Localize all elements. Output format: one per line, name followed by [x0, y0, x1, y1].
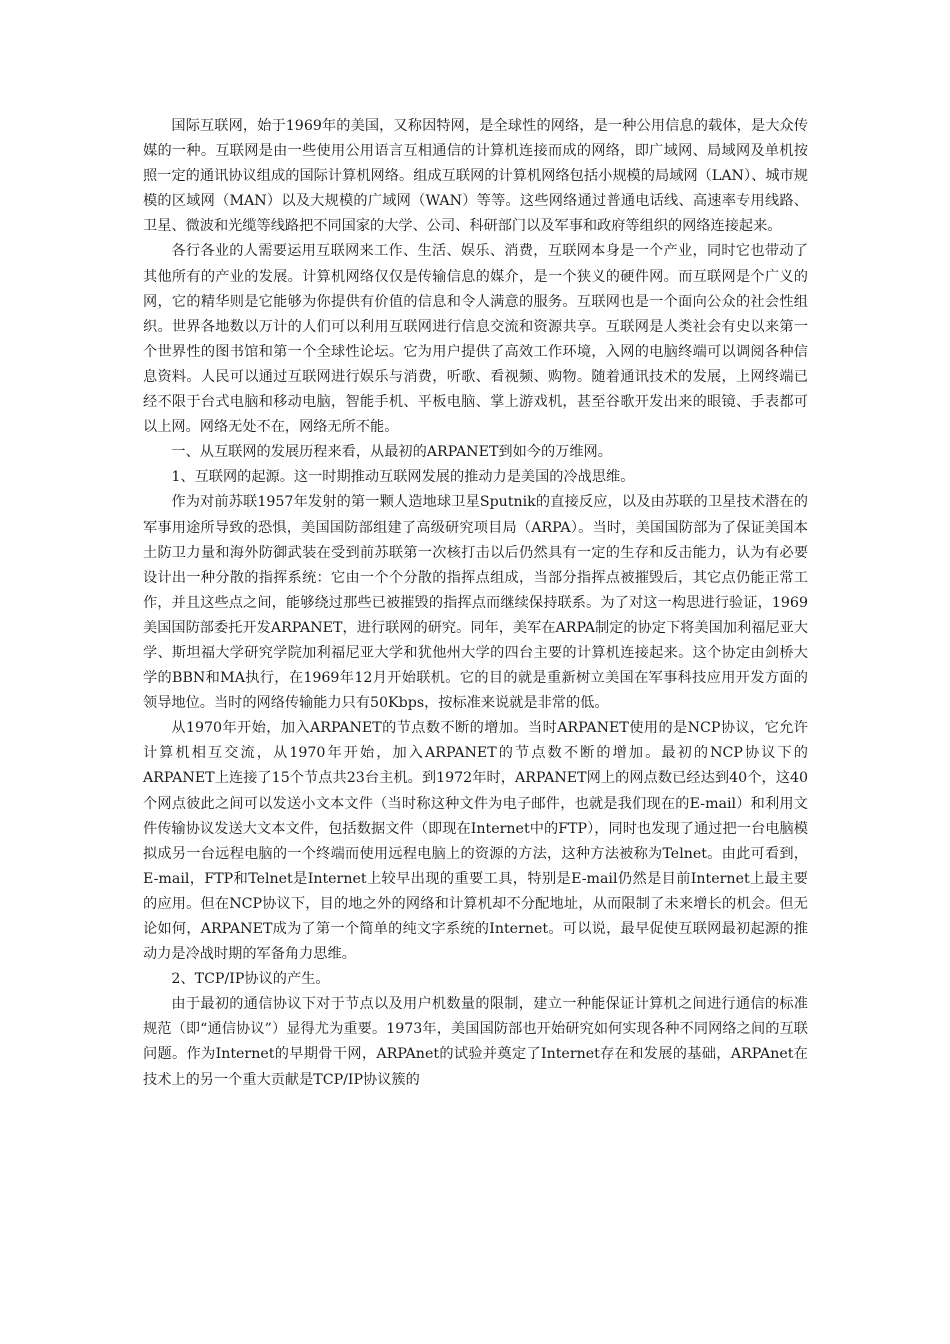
subsection-heading-tcpip: 2、TCP/IP协议的产生。: [171, 971, 330, 988]
document-body: [143, 114, 808, 1093]
paragraph-arpa: 作为对前苏联1957年发射的第一颗人造地球卫星Sputnik的直接反应，以及由苏联的卫星技术潜在的军事用途所导致的恐惧，美国国防部组建了高级研究项目局（ARPA）。当时，美国国防部为了保证美国本土防卫力量和海外防御武装在受到前苏联第一次核打击以后仍然具有一定的生存和反击能力，认为有必要设计出一种分散的指挥系统：它由一个个分散的指挥点组成，当部分指挥点被摧毁后，其它点仍能正常工作，并且这些点之间，能够绕过那些已被摧毁的指挥点而继续保持联系。为了对这一构思进行验证，1969美国国防部委托开发ARPANET，进行联网的研究。同年，美军在ARPA制定的协定下将美国加利福尼亚大学、斯坦福大学研究学院加利福尼亚大学和犹他州大学的四台主要的计算机连接起来。这个协定由剑桥大学的BBN和MA执行，在1969年12月开始联机。它的目的就是重新树立美国在军事科技应用开发方面的领导地位。当时的网络传输能力只有50Kbps，按标准来说就是非常的低。: [143, 494, 808, 712]
paragraph-arpanet-growth: 从1970年开始，加入ARPANET的节点数不断的增加。当时ARPANET使用的是NCP协议，它允许计算机相互交流，从1970年开始，加入ARPANET的节点数不断的增加。最初的NCP协议下的ARPANET上连接了15个节点共23台主机。到1972年时，ARPANET网上的网点数已经达到40个，这40个网点彼此之间可以发送小文本文件（当时称这种文件为电子邮件，也就是我们现在的E-mail）和利用文件传输协议发送大文本文件，包括数据文件（即现在Internet中的FTP），同时也发现了通过把一台电脑模拟成另一台远程电脑的一个终端而使用远程电脑上的资源的方法，这种方法被称为Telnet。由此可看到，E-mail，FTP和Telnet是Internet上较早出现的重要工具，特别是E-mail仍然是目前Internet上最主要的应用。但在NCP协议下，目的地之外的网络和计算机却不分配地址，从而限制了未来增长的机会。但无论如何，ARPANET成为了第一个简单的纯文字系统的Internet。可以说，最早促使互联网最初起源的推动力是冷战时期的军备角力思维。: [143, 720, 808, 963]
paragraph-industry: 各行各业的人需要运用互联网来工作、生活、娱乐、消费，互联网本身是一个产业，同时它也带动了其他所有的产业的发展。计算机网络仅仅是传输信息的媒介，是一个狭义的硬件网。而互联网是个广义的网，它的精华则是它能够为你提供有价值的信息和令人满意的服务。互联网也是一个面向公众的社会性组织。世界各地数以万计的人们可以利用互联网进行信息交流和资源共享。互联网是人类社会有史以来第一个世界性的图书馆和第一个全球性论坛。它为用户提供了高效工作环境，入网的电脑终端可以调阅各种信息资料。人民可以通过互联网进行娱乐与消费，听歌、看视频、购物。随着通讯技术的发展，上网终端已经不限于台式电脑和移动电脑，智能手机、平板电脑、掌上游戏机，甚至谷歌开发出来的眼镜、手表都可以上网。网络无处不在，网络无所不能。: [143, 243, 808, 436]
section-heading: 一、从互联网的发展历程来看，从最初的ARPANET到如今的万维网。: [171, 444, 612, 461]
paragraph-intro: 国际互联网，始于1969年的美国，又称因特网，是全球性的网络，是一种公用信息的载体，是大众传媒的一种。互联网是由一些使用公用语言互相通信的计算机连接而成的网络，即广域网、局域网及单机按照一定的通讯协议组成的国际计算机网络。组成互联网的计算机网络包括小规模的局域网（LAN）、城市规模的区域网（MAN）以及大规模的广域网（WAN）等等。这些网络通过普通电话线、高速率专用线路、卫星、微波和光缆等线路把不同国家的大学、公司、科研部门以及军事和政府等组织的网络连接起来。: [143, 118, 808, 235]
subsection-heading-origin: 1、互联网的起源。这一时期推动互联网发展的推动力是美国的冷战思维。: [171, 469, 635, 486]
paragraph-tcpip: 由于最初的通信协议下对于节点以及用户机数量的限制，建立一种能保证计算机之间进行通信的标准规范（即“通信协议”）显得尤为重要。1973年，美国国防部也开始研究如何实现各种不同网络之间的互联问题。作为Internet的早期骨干网，ARPAnet的试验并奠定了Internet存在和发展的基础，ARPAnet在技术上的另一个重大贡献是TCP/IP协议簇的: [143, 996, 808, 1088]
